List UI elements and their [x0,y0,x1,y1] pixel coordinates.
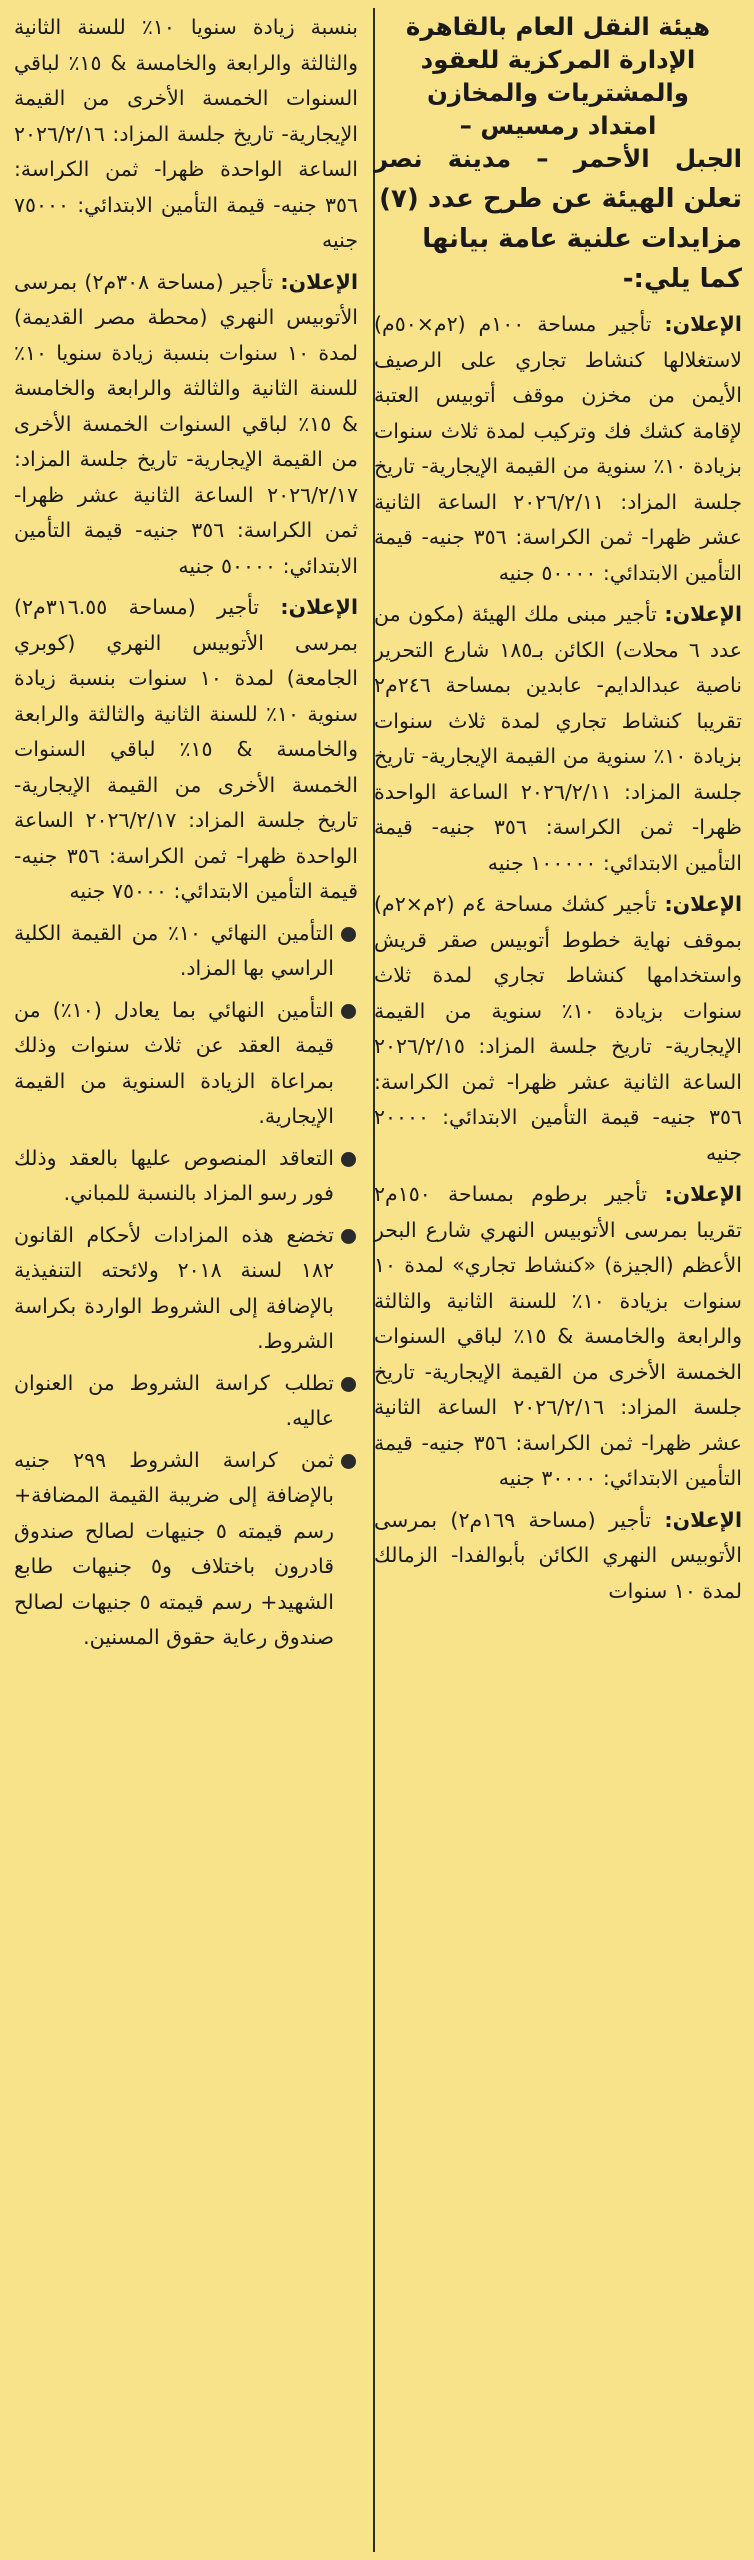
condition-text: التأمين النهائي بما يعادل (١٠٪) من قيمة العقد عن ثلاث سنوات وذلك بمراعاة الزيادة السنوية من القيمة الإيجارية. [14,997,334,1128]
auction-text: تأجير مساحة ١٠٠م (٢م×٥٠م) لاستغلالها كنشاط تجاري على الرصيف الأيمن من مخزن موقف أتوبيس العتبة لإقامة كشك فك وتركيب لمدة ثلاث سنوات بزيادة ١٠٪ سنوية من القيمة الإيجارية- تاريخ جلسة المزاد: ٢٠٢٦/٢/١١ الساعة الثانية عشر ظهرا- ثمن الكراسة: ٣٥٦ جنيه- قيمة التأمين الابتدائي: ٥٠٠٠٠ جنيه [374,312,742,585]
auction-text: تأجير (مساحة ٣٠٨م٢) بمرسى الأتوبيس النهري (محطة مصر القديمة) لمدة ١٠ سنوات بنسبة زيادة سنويا ١٠٪ للسنة الثانية والثالثة والرابعة والخامسة & ١٥٪ لباقي السنوات الخمسة الأخرى من القيمة الإيجارية- تاريخ جلسة المزاد: ٢٠٢٦/٢/١٧ الساعة الثانية عشر ظهرا- ثمن الكراسة: ٣٥٦ جنيه- قيمة التأمين الابتدائي: ٥٠٠٠٠ جنيه [14,269,359,578]
header-address: امتداد رمسيس – [459,111,657,140]
header-address-cont: الجبل الأحمر – مدينة نصر [374,144,742,173]
intro-line: تعلن الهيئة عن طرح عدد (٧) [379,184,742,214]
bullet-dot-icon [341,1152,356,1167]
header-department-cont: والمشتريات والمخازن [426,78,690,107]
condition-bullet [14,1443,358,1656]
auction-item [374,1177,742,1497]
condition-bullet [14,1218,358,1360]
bullet-dot-icon [341,927,356,942]
auction-item [374,887,742,1171]
auction-item [374,1503,742,1610]
bullet-dot-icon [341,1454,356,1469]
condition-text: التعاقد المنصوص عليها بالعقد وذلك فور رسو المزاد بالنسبة للمباني. [14,1145,334,1205]
condition-bullet [14,1141,358,1212]
left-column [14,10,358,2550]
bullet-dot-icon [341,1377,356,1392]
bullet-dot-icon [341,1004,356,1019]
auction-text: تأجير برطوم بمساحة ١٥٠م٢ تقريبا بمرسى الأتوبيس النهري شارع البحر الأعظم (الجيزة) «كنشاط تجاري» لمدة ١٠ سنوات بزيادة ١٠٪ للسنة الثانية والثالثة والرابعة والخامسة & ١٥٪ لباقي السنوات الخمسة الأخرى من القيمة الإيجارية- تاريخ جلسة المزاد: ٢٠٢٦/٢/١٦ الساعة الثانية عشر ظهرا- ثمن الكراسة: ٣٥٦ جنيه- قيمة التأمين الابتدائي: ٣٠٠٠٠ جنيه [374,1182,742,1490]
auction-label: الإعلان: [280,595,358,619]
auction-item [14,265,358,585]
auction-label: الإعلان: [664,892,742,916]
condition-text: ثمن كراسة الشروط ٢٩٩ جنيه بالإضافة إلى ضريبة القيمة المضافة+ رسم قيمته ٥ جنيهات لصالح صندوق قادرون باختلاف و٥ جنيهات طابع الشهيد+ رسم قيمته ٥ جنيهات لصالح صندوق رعاية حقوق المسنين. [14,1447,334,1649]
auction-item-continued [14,10,358,259]
bullet-dot-icon [341,1229,356,1244]
intro-line: كما يلي:- [622,264,742,294]
auction-text: تأجير (مساحة ١٦٩م٢) بمرسى الأتوبيس النهري الكائن بأبوالفدا- الزمالك لمدة ١٠ سنوات [374,1507,742,1603]
auction-label: الإعلان: [664,1182,742,1206]
condition-text: تطلب كراسة الشروط من العنوان عاليه. [14,1370,334,1430]
header-authority: هيئة النقل العام بالقاهرة [405,12,711,41]
auction-label: الإعلان: [664,1507,742,1532]
auction-text: بنسبة زيادة سنويا ١٠٪ للسنة الثانية والثالثة والرابعة والخامسة & ١٥٪ لباقي السنوات الخمسة الأخرى من القيمة الإيجارية- تاريخ جلسة المزاد: ٢٠٢٦/٢/١٦ الساعة الواحدة ظهرا- ثمن الكراسة: ٣٥٦ جنيه- قيمة التأمين الابتدائي: ٧٥٠٠٠ جنيه [14,15,359,252]
auction-label: الإعلان: [664,312,742,336]
auction-item [374,597,742,881]
condition-text: تخضع هذه المزادات لأحكام القانون ١٨٢ لسنة ٢٠١٨ ولائحته التنفيذية بالإضافة إلى الشروط الواردة بكراسة الشروط. [14,1222,334,1353]
header-department: الإدارة المركزية للعقود [420,45,696,74]
auction-text: تأجير كشك مساحة ٤م (٢م×٢م) بموقف نهاية خطوط أتوبيس صقر قريش واستخدامها كنشاط تجاري لمدة ثلاث سنوات بزيادة ١٠٪ سنوية من القيمة الإيجارية- تاريخ جلسة المزاد: ٢٠٢٦/٢/١٥ الساعة الثانية عشر ظهرا- ثمن الكراسة: ٣٥٦ جنيه- قيمة التأمين الابتدائي: ٢٠٠٠٠ جنيه [374,892,742,1165]
right-column [374,10,742,2550]
auction-label: الإعلان: [280,269,358,294]
condition-bullet [14,993,358,1135]
intro-line: مزايدات علنية عامة بيانها [422,224,742,254]
auction-label: الإعلان: [664,602,742,626]
announcement-intro [374,179,742,299]
auction-text: تأجير (مساحة ٣١٦.٥٥م٢) بمرسى الأتوبيس النهري (كوبري الجامعة) لمدة ١٠ سنوات بنسبة زيادة سنوية ١٠٪ للسنة الثانية والثالثة والرابعة والخامسة & ١٥٪ لباقي السنوات الخمسة الأخرى من القيمة الإيجارية- تاريخ جلسة المزاد: ٢٠٢٦/٢/١٧ الساعة الواحدة ظهرا- ثمن الكراسة: ٣٥٦ جنيه- قيمة التأمين الابتدائي: ٧٥٠٠٠ جنيه [14,595,358,903]
condition-text: التأمين النهائي ١٠٪ من القيمة الكلية الراسي بها المزاد. [14,920,334,980]
auction-item [374,307,742,591]
condition-bullet [14,916,358,987]
auction-item [14,590,358,910]
condition-bullet [14,1366,358,1437]
auction-text: تأجير مبنى ملك الهيئة (مكون من عدد ٦ محلات) الكائن بـ١٨٥ شارع التحرير ناصية عبدالدايم- عابدين بمساحة ٢٤٦م٢ تقريبا كنشاط تجاري لمدة ثلاث سنوات بزيادة ١٠٪ سنوية من القيمة الإيجارية- تاريخ جلسة المزاد: ٢٠٢٦/٢/١١ الساعة الواحدة ظهرا- ثمن الكراسة: ٣٥٦ جنيه- قيمة التأمين الابتدائي: ١٠٠٠٠٠ جنيه [374,602,742,875]
